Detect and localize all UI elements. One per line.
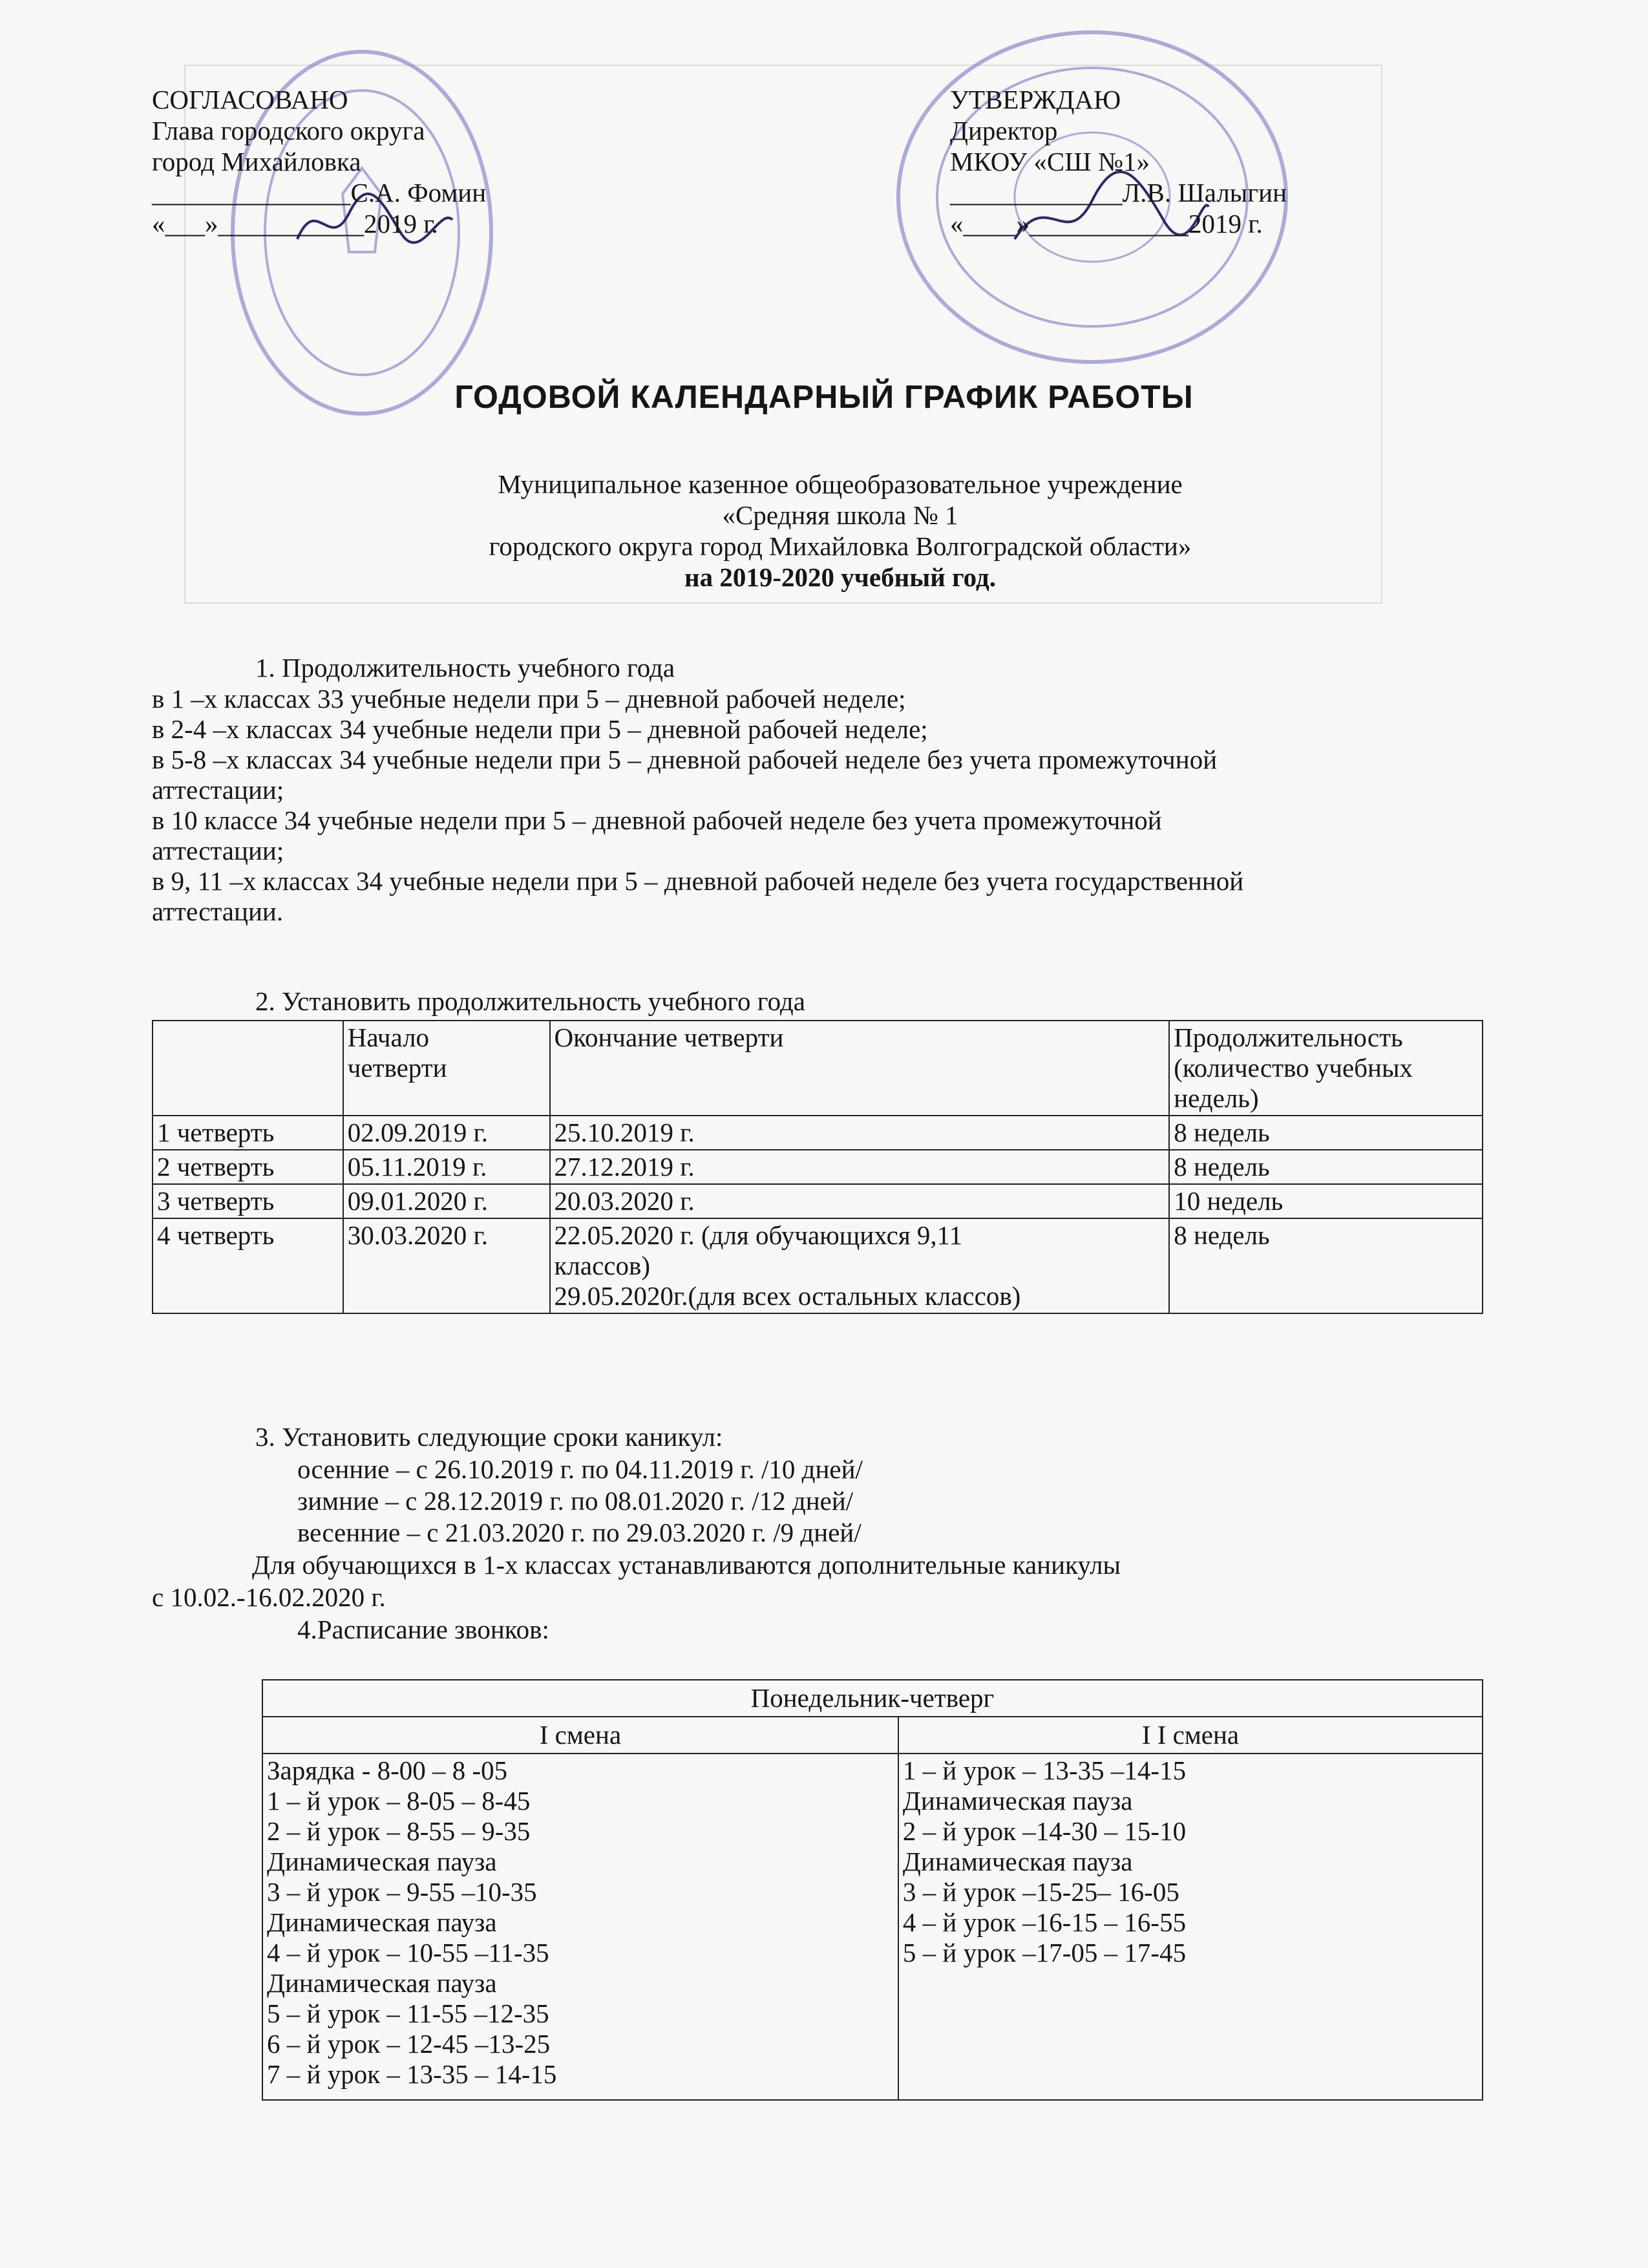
quarters-table-cell: 30.03.2020 г. [343, 1218, 550, 1313]
shift-2-entry: 4 – й урок –16-15 – 16-55 [902, 1907, 1187, 1937]
bell-schedule-table [262, 1679, 1483, 2101]
organization-line2: «Средняя школа № 1 [722, 500, 958, 530]
section-1-line: в 5-8 –х классах 34 учебные недели при 5 – дневной рабочей неделе без учета промежуточной [152, 745, 1218, 774]
shift-2-entry: Динамическая пауза [902, 1786, 1133, 1816]
quarters-table-row [153, 1116, 1483, 1150]
holiday-spring: весенние – с 21.03.2020 г. по 29.03.2020 г. /9 дней/ [297, 1518, 861, 1547]
section-1-lines [152, 684, 1243, 927]
shift-2-entry: 2 – й урок –14-30 – 15-10 [902, 1816, 1187, 1846]
shift-2-entry: 3 – й урок –15-25– 16-05 [902, 1877, 1179, 1907]
shift-1-entry: Динамическая пауза [267, 1847, 497, 1876]
approval-right-heading: УТВЕРЖДАЮ [950, 85, 1121, 114]
quarters-header-cell: Продолжительность (количество учебных недель) [1169, 1021, 1483, 1116]
shift-1-entry: Динамическая пауза [267, 1968, 497, 1998]
shift-2-entry: 1 – й урок – 13-35 –14-15 [902, 1755, 1187, 1785]
quarters-table-cell: 4 четверть [153, 1218, 343, 1313]
shift-2-schedule [898, 1754, 1483, 2100]
shift-1-header: I смена [262, 1717, 898, 1754]
section-3-heading: 3. Установить следующие сроки каникул: [255, 1422, 723, 1452]
approval-right-date: «____»____________2019 г. [950, 209, 1263, 238]
quarters-table-cell: 20.03.2020 г. [550, 1184, 1170, 1218]
extra-holidays-line2: с 10.02.-16.02.2020 г. [152, 1582, 386, 1612]
quarters-table-cell: 8 недель [1169, 1116, 1483, 1150]
quarters-table-cell: 8 недель [1169, 1218, 1483, 1313]
approval-left-block [152, 84, 486, 239]
organization-line3: городского округа город Михайловка Волгоградской области» [489, 531, 1192, 561]
section-1-line: аттестации; [152, 775, 284, 805]
shift-1-entry: 1 – й урок – 8-05 – 8-45 [267, 1786, 531, 1816]
section-1-line: в 2-4 –х классах 34 учебные недели при 5 – дневной рабочей неделе; [152, 714, 928, 744]
quarters-table-cell: 02.09.2019 г. [343, 1116, 550, 1150]
approval-left-line1: Глава городского округа [152, 116, 425, 145]
bell-table-title: Понедельник-четверг [262, 1680, 1483, 1717]
approval-right-line2: МКОУ «СШ №1» [950, 147, 1150, 176]
shift-1-entry: Динамическая пауза [267, 1907, 497, 1937]
quarters-table-cell: 05.11.2019 г. [343, 1150, 550, 1184]
shift-1-entry: 5 – й урок – 11-55 –12-35 [267, 1998, 549, 2028]
shift-1-schedule [262, 1754, 898, 2100]
section-1-line: в 9, 11 –х классах 34 учебные недели при 5 – дневной рабочей неделе без учета государственной [152, 866, 1244, 896]
quarters-header-cell: Начало четверти [343, 1021, 550, 1116]
document-title: ГОДОВОЙ КАЛЕНДАРНЫЙ ГРАФИК РАБОТЫ [454, 379, 1194, 415]
shift-2-entry: Динамическая пауза [902, 1847, 1133, 1876]
quarters-table-cell: 2 четверть [153, 1150, 343, 1184]
quarters-table-cell: 1 четверть [153, 1116, 343, 1150]
section-1-heading: 1. Продолжительность учебного года [255, 653, 675, 683]
section-2-heading: 2. Установить продолжительность учебного года [255, 986, 805, 1016]
quarters-header-cell: Окончание четверти [550, 1021, 1170, 1116]
quarters-table-cell: 8 недель [1169, 1150, 1483, 1184]
shift-2-header: I I смена [898, 1717, 1483, 1754]
section-1-line: аттестации. [152, 896, 284, 926]
organization-line1: Муниципальное казенное общеобразовательное учреждение [498, 469, 1183, 499]
shift-1-entry: 2 – й урок – 8-55 – 9-35 [267, 1816, 531, 1846]
approval-left-signature: _______________С.А. Фомин [152, 178, 487, 207]
shift-2-entry: 5 – й урок –17-05 – 17-45 [902, 1938, 1187, 1967]
quarters-table-cell: 09.01.2020 г. [343, 1184, 550, 1218]
approval-right-signature: _____________Л.В. Шалыгин [950, 178, 1287, 207]
approval-right-line1: Директор [950, 116, 1058, 145]
quarters-table-cell: 10 недель [1169, 1184, 1483, 1218]
section-1-line: аттестации; [152, 836, 284, 865]
holiday-winter: зимние – с 28.12.2019 г. по 08.01.2020 г. /12 дней/ [297, 1486, 854, 1516]
shift-1-entry: 7 – й урок – 13-35 – 14-15 [267, 2059, 557, 2089]
organization-block [323, 469, 1357, 593]
quarters-table-cell: 22.05.2020 г. (для обучающихся 9,11 классов) 29.05.2020г.(для всех остальных классов) [550, 1218, 1170, 1313]
quarters-header-cell [153, 1021, 343, 1116]
approval-right-block [950, 84, 1287, 239]
quarters-table-cell: 25.10.2019 г. [550, 1116, 1170, 1150]
academic-year: на 2019-2020 учебный год. [684, 562, 996, 592]
shift-1-entry: 4 – й урок – 10-55 –11-35 [267, 1938, 549, 1967]
shift-1-entry: 6 – й урок – 12-45 –13-25 [267, 2029, 551, 2059]
holiday-autumn: осенние – с 26.10.2019 г. по 04.11.2019 г. /10 дней/ [297, 1454, 863, 1484]
shift-1-entry: Зарядка - 8-00 – 8 -05 [267, 1755, 508, 1785]
section-4-heading: 4.Расписание звонков: [297, 1615, 549, 1644]
quarters-table-row [153, 1150, 1483, 1184]
shift-1-entry: 3 – й урок – 9-55 –10-35 [267, 1877, 537, 1907]
section-1-line: в 10 классе 34 учебные недели при 5 – дневной рабочей неделе без учета промежуточной [152, 805, 1162, 835]
approval-left-heading: СОГЛАСОВАНО [152, 85, 348, 114]
quarters-table [152, 1020, 1483, 1314]
approval-left-date: «___»___________2019 г. [152, 209, 438, 238]
approval-left-line2: город Михайловка [152, 147, 361, 176]
section-1-line: в 1 –х классах 33 учебные недели при 5 – дневной рабочей неделе; [152, 684, 906, 714]
quarters-table-row [153, 1218, 1483, 1313]
quarters-table-cell: 27.12.2019 г. [550, 1150, 1170, 1184]
quarters-table-row [153, 1184, 1483, 1218]
extra-holidays-line1: Для обучающихся в 1-х классах устанавливаются дополнительные каникулы [252, 1550, 1121, 1580]
quarters-table-cell: 3 четверть [153, 1184, 343, 1218]
